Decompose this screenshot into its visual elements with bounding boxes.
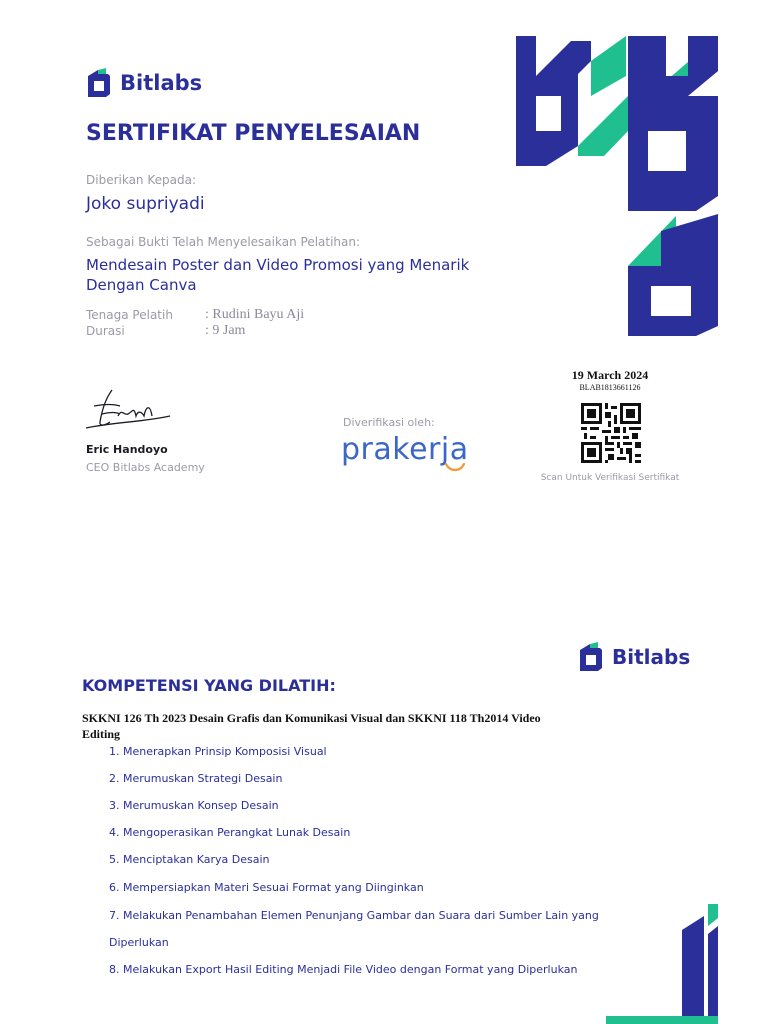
standard-line2: Editing — [82, 727, 121, 741]
duration-label: Durasi — [86, 324, 125, 338]
competency-item: 4. Mengoperasikan Perangkat Lunak Desain — [109, 826, 351, 839]
certificate-title: SERTIFIKAT PENYELESAIAN — [86, 121, 421, 146]
bitlabs-logo-icon — [86, 68, 112, 98]
bitlabs-logo-icon — [578, 642, 604, 672]
bottom-bar — [606, 1016, 718, 1024]
certificate-id: BLAB1813661126 — [579, 383, 641, 392]
competency-item: 3. Merumuskan Konsep Desain — [109, 799, 279, 812]
competency-heading: KOMPETENSI YANG DILATIH: — [82, 676, 336, 695]
brand-logo-page2 — [578, 642, 690, 672]
signature-icon — [84, 386, 174, 434]
competency-item: 6. Mempersiapkan Materi Sesuai Format yang Diinginkan — [109, 881, 424, 894]
trainer-label: Tenaga Pelatih — [86, 308, 173, 322]
trainer-value: : Rudini Bayu Aji — [205, 307, 305, 322]
competency-item: 5. Menciptakan Karya Desain — [109, 853, 270, 866]
competency-item: 2. Merumuskan Strategi Desain — [109, 772, 283, 785]
duration-value: : 9 Jam — [205, 323, 246, 338]
competency-item: 8. Melakukan Export Hasil Editing Menjadi File Video dengan Format yang Diperlukan — [109, 963, 578, 976]
scan-note: Scan Untuk Verifikasi Sertifikat — [540, 473, 680, 483]
competency-item: 7. Melakukan Penambahan Elemen Penunjang Gambar dan Suara dari Sumber Lain yang — [109, 909, 599, 922]
course-title-line2: Dengan Canva — [86, 276, 197, 294]
issue-date: 19 March 2024 — [571, 368, 649, 382]
competency-item: Diperlukan — [109, 936, 169, 949]
brand-name-page2: Bitlabs — [612, 645, 691, 669]
decorative-pattern — [516, 36, 718, 336]
qr-code-icon[interactable] — [581, 402, 641, 464]
competency-item: 1. Menerapkan Prinsip Komposisi Visual — [109, 745, 327, 758]
signer-name: Eric Handoyo — [86, 443, 168, 456]
brand-logo — [86, 68, 202, 98]
proof-label: Sebagai Bukti Telah Menyelesaikan Pelatihan: — [86, 235, 361, 249]
decorative-corner — [676, 904, 718, 1024]
course-title-line1: Mendesain Poster dan Video Promosi yang Menarik — [86, 256, 470, 274]
standard-line1: SKKNI 126 Th 2023 Desain Grafis dan Komunikasi Visual dan SKKNI 118 Th2014 Video — [82, 711, 541, 725]
prakerja-smile-icon — [444, 462, 466, 474]
verified-by-label: Diverifikasi oleh: — [343, 416, 435, 429]
brand-name: Bitlabs — [120, 71, 203, 95]
signer-title: CEO Bitlabs Academy — [86, 461, 205, 474]
given-to-label: Diberikan Kepada: — [86, 173, 196, 187]
prakerja-logo: prakerja — [341, 432, 469, 467]
recipient-name: Joko supriyadi — [86, 194, 205, 214]
